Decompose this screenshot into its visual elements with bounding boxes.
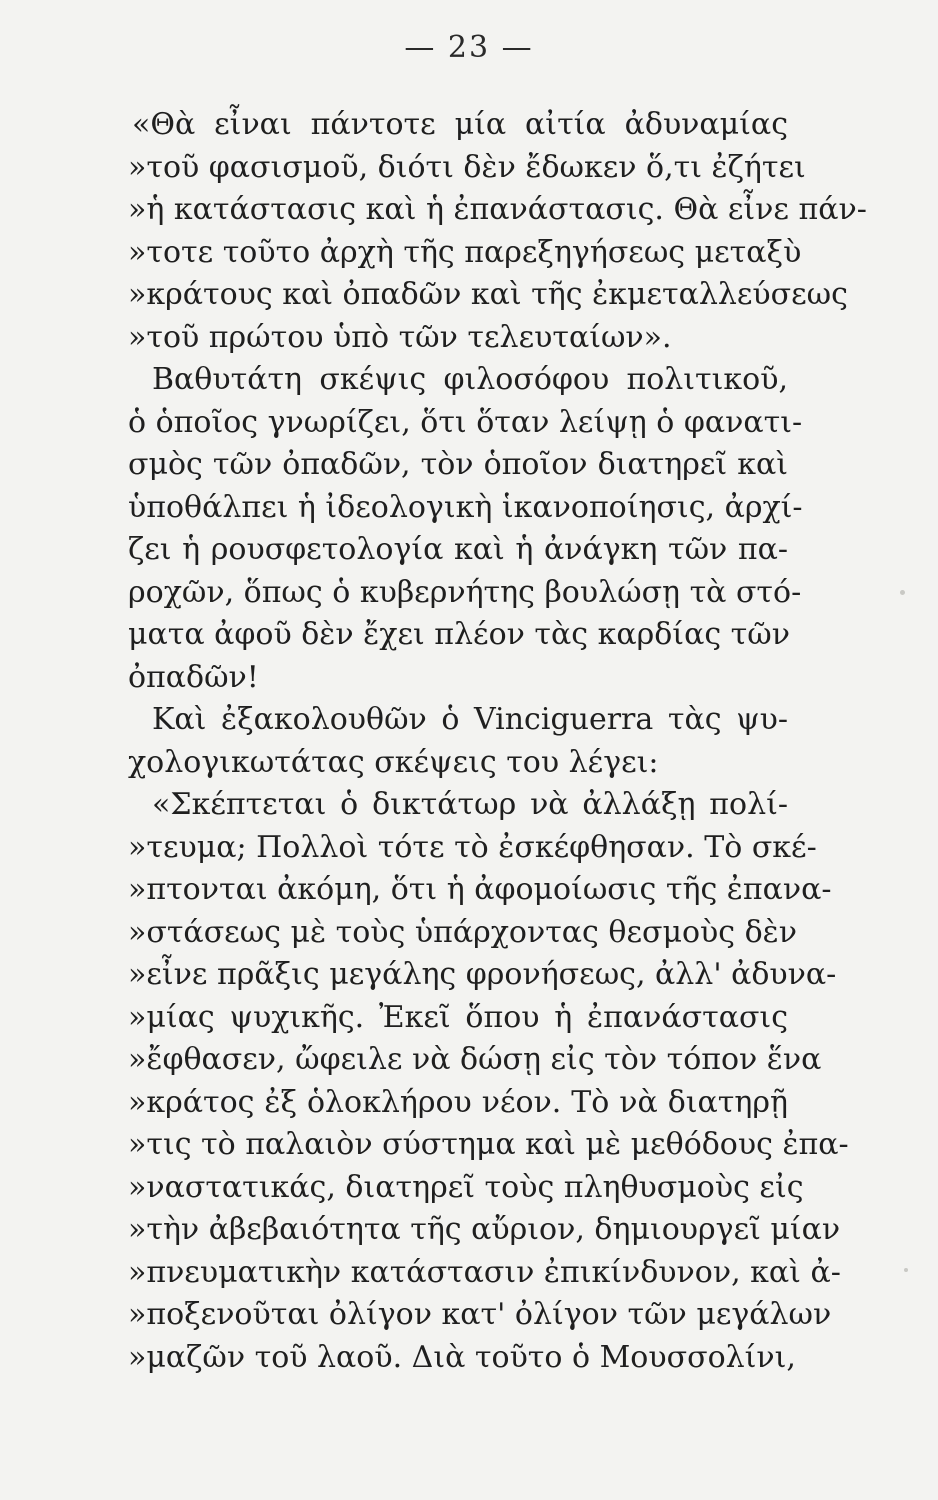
text-line: Βαθυτάτη σκέψις φιλοσόφου πολιτικοῦ, (152, 362, 788, 397)
text-line: ὑποθάλπει ἡ ἰδεολογικὴ ἱκανοποίησις, ἀρχί- (128, 489, 803, 525)
text-line: »τοῦ πρώτου ὑπὸ τῶν τελευταίων». (128, 319, 672, 355)
text-line: »εἶνε πρᾶξις μεγάλης φρονήσεως, ἀλλ' ἀδυνα- (128, 957, 837, 992)
text-line: σμὸς τῶν ὀπαδῶν, τὸν ὁποῖον διατηρεῖ καὶ (128, 447, 788, 482)
text-line: ροχῶν, ὅπως ὁ κυβερνήτης βουλώσῃ τὰ στό- (128, 574, 802, 610)
text-line: »κράτους καὶ ὀπαδῶν καὶ τῆς ἐκμεταλλεύσεως (128, 277, 848, 312)
text-line: »ποξενοῦται ὀλίγον κατ' ὀλίγον τῶν μεγάλων (128, 1297, 832, 1332)
text-line: »τοῦ φασισμοῦ, διότι δὲν ἔδωκεν ὅ,τι ἐζήτει (128, 149, 806, 185)
text-line: »μαζῶν τοῦ λαοῦ. Διὰ τοῦτο ὁ Μουσσολίνι, (128, 1339, 796, 1375)
text-line: »ἔφθασεν, ὤφειλε νὰ δώσῃ εἰς τὸν τόπον ἕνα (128, 1042, 822, 1077)
text-line: χολογικωτάτας σκέψεις του λέγει: (128, 744, 659, 780)
text-line: »ναστατικάς, διατηρεῖ τοὺς πληθυσμοὺς εἰς (128, 1169, 804, 1205)
text-line: »κράτος ἐξ ὁλοκλήρου νέον. Τὸ νὰ διατηρῇ (128, 1084, 788, 1120)
text-line: »στάσεως μὲ τοὺς ὑπάρχοντας θεσμοὺς δὲν (128, 914, 798, 950)
text-line: «Σκέπτεται ὁ δικτάτωρ νὰ ἀλλάξῃ πολί- (152, 787, 788, 822)
text-line: »πτονται ἀκόμη, ὅτι ἡ ἀφομοίωσις τῆς ἐπανα- (128, 872, 832, 907)
text-line: ματα ἀφοῦ δὲν ἔχει πλέον τὰς καρδίας τῶν (128, 617, 790, 652)
text-line: »τις τὸ παλαιὸν σύστημα καὶ μὲ μεθόδους ἐπα- (128, 1127, 849, 1162)
paper-speck (904, 1268, 908, 1272)
text-line: Καὶ ἐξακολουθῶν ὁ Vinciguerra τὰς ψυ- (152, 702, 788, 737)
text-line: ὀπαδῶν! (128, 659, 259, 695)
body-text (128, 104, 867, 1379)
text-line: ζει ἡ ρουσφετολογία καὶ ἡ ἀνάγκη τῶν πα- (128, 532, 788, 567)
text-line: »τοτε τοῦτο ἀρχὴ τῆς παρεξηγήσεως μεταξὺ (128, 234, 802, 270)
text-line: »μίας ψυχικῆς. Ἐκεῖ ὅπου ἡ ἐπανάστασις (128, 999, 788, 1035)
text-line: »ἡ κατάστασις καὶ ἡ ἐπανάστασις. Θὰ εἶνε πάν- (128, 192, 867, 227)
paper-speck (900, 590, 905, 595)
text-line: »τευμα; Πολλοὶ τότε τὸ ἐσκέφθησαν. Τὸ σκέ- (128, 829, 817, 865)
text-line: »πνευματικὴν κατάστασιν ἐπικίνδυνον, καὶ ἀ- (128, 1254, 841, 1290)
text-line: »τὴν ἀβεβαιότητα τῆς αὔριον, δημιουργεῖ μίαν (128, 1212, 841, 1247)
text-line: «Θὰ εἶναι πάντοτε μία αἰτία ἀδυναμίας (132, 107, 788, 142)
page-number: — 23 — (404, 30, 534, 65)
text-line: ὁ ὁποῖος γνωρίζει, ὅτι ὅταν λείψῃ ὁ φανατι- (128, 404, 803, 440)
